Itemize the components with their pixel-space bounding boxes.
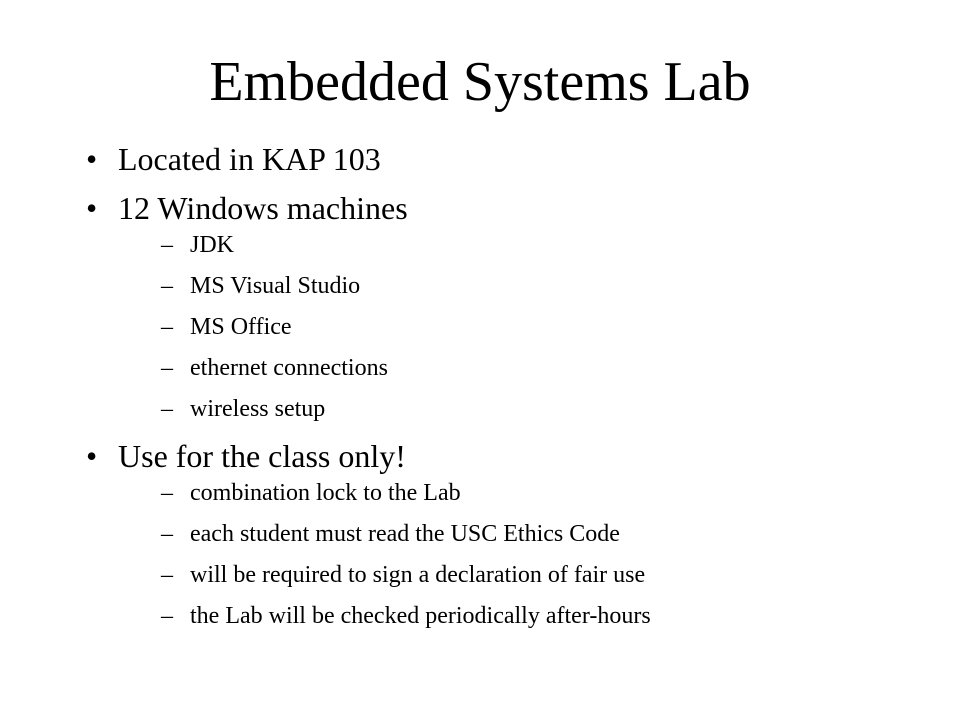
dash-marker: –	[161, 480, 173, 506]
sub-item-text: combination lock to the Lab	[190, 480, 461, 506]
dash-marker: –	[161, 232, 173, 258]
dash-marker: –	[161, 396, 173, 422]
sub-item-text: each student must read the USC Ethics Code	[190, 521, 620, 547]
bullet-marker: •	[86, 141, 98, 177]
sub-item-wireless	[161, 395, 946, 423]
dash-marker: –	[161, 603, 173, 629]
bullet-text: Use for the class only!	[118, 438, 406, 474]
sub-item-text: the Lab will be checked periodically after-hours	[190, 603, 651, 629]
sub-item-jdk	[161, 231, 946, 259]
slide-title: Embedded Systems Lab	[209, 51, 751, 113]
sub-item-text: will be required to sign a declaration of fair use	[190, 562, 646, 588]
bullet-marker: •	[86, 438, 98, 474]
bullet-item-location	[86, 139, 946, 179]
sub-list-machines	[161, 231, 946, 423]
sub-item-after-hours	[161, 602, 946, 630]
bullet-marker: •	[86, 190, 98, 226]
dash-marker: –	[161, 273, 173, 299]
sub-item-text: MS Office	[190, 314, 292, 340]
sub-item-office	[161, 313, 946, 341]
sub-list-usage	[161, 479, 946, 630]
sub-item-visual-studio	[161, 272, 946, 300]
sub-item-combination-lock	[161, 479, 946, 507]
sub-item-fair-use	[161, 561, 946, 589]
bullet-item-usage	[86, 436, 946, 630]
sub-item-text: ethernet connections	[190, 355, 388, 381]
bullet-text: 12 Windows machines	[118, 190, 408, 226]
sub-item-text: MS Visual Studio	[190, 273, 361, 299]
sub-item-text: wireless setup	[190, 396, 326, 422]
bullet-text: Located in KAP 103	[118, 141, 381, 177]
bullet-item-machines	[86, 188, 946, 423]
dash-marker: –	[161, 355, 173, 381]
dash-marker: –	[161, 314, 173, 340]
sub-item-ethics-code	[161, 520, 946, 548]
sub-item-ethernet	[161, 354, 946, 382]
bullet-list	[86, 139, 946, 643]
dash-marker: –	[161, 562, 173, 588]
dash-marker: –	[161, 521, 173, 547]
sub-item-text: JDK	[190, 232, 235, 258]
